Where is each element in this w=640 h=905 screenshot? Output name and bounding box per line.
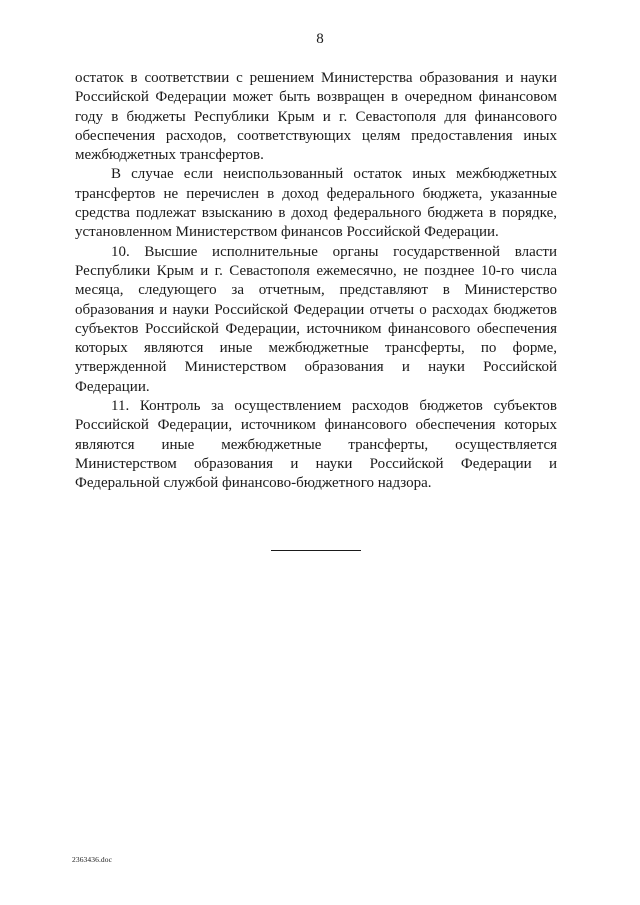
paragraph-balance-return: остаток в соответствии с решением Министерства образования и науки Российской Федерации может быть возвращен в очередном финансовом году в бюджеты Республики Крым и г. Севастополя для финансового обеспечения расходов, соответствующих целям предоставления иных межбюджетных трансфертов.: [75, 70, 557, 164]
document-body: [75, 69, 557, 494]
paragraph-item-10-reporting: 10. Высшие исполнительные органы государственной власти Республики Крым и г. Севастополя ежемесячно, не позднее 10-го числа месяца, следующего за отчетным, представляют в Министерство образования и науки Российской Федерации отчеты о расходах бюджетов субъектов Российской Федерации, источником финансового обеспечения которых являются иные межбюджетные трансферты, по форме, утвержденной Министерством образования и науки Российской Федерации.: [75, 243, 557, 395]
page-number: 8: [316, 31, 324, 47]
paragraph-unspent-balance: В случае если неиспользованный остаток иных межбюджетных трансфертов не перечислен в доход федерального бюджета, указанные средства подлежат взысканию в доход федерального бюджета в порядке, установленном Министерством финансов Российской Федерации.: [75, 166, 557, 241]
end-separator-line: [271, 550, 361, 551]
paragraph-item-11-control: 11. Контроль за осуществлением расходов бюджетов субъектов Российской Федерации, источником финансового обеспечения которых являются иные межбюджетные трансферты, осуществляется Министерством образования и науки Российской Федерации и Федеральной службой финансово-бюджетного надзора.: [75, 398, 557, 492]
footer-file-name: 2363436.doc: [72, 855, 113, 864]
